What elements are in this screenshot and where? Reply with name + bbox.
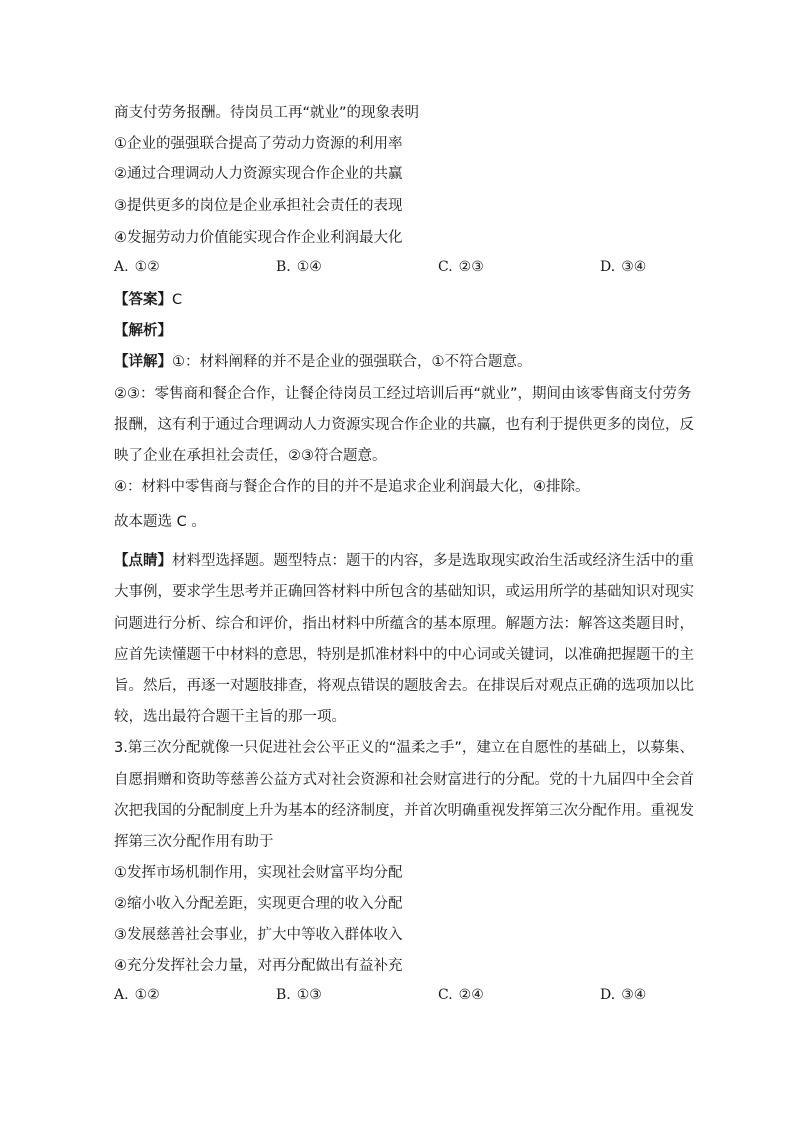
option-a: A. ①②: [114, 987, 160, 1003]
option-d: D. ③④: [600, 259, 647, 275]
detail-line: 【详解】①：材料阐释的并不是企业的强强联合，①不符合题意。: [114, 354, 532, 370]
tip-line: 大事例，要求学生思考并正确回答材料中所包含的基础知识，或运用所学的基础知识对现实: [114, 584, 694, 600]
detail-line: 报酬，这有利于通过合理调动人力资源实现合作企业的共赢，也有利于提供更多的岗位，反: [114, 417, 694, 433]
question-stem-line: 3.第三次分配就像一只促进社会公平正义的“温柔之手”，建立在自愿性的基础上，以募集、: [114, 740, 694, 756]
statement-item: ③发展慈善社会事业，扩大中等收入群体收入: [114, 927, 403, 943]
detail-line: ②③：零售商和餐企合作，让餐企待岗员工经过培训后再“就业”，期间由该零售商支付劳务: [114, 386, 692, 402]
answer-options: [114, 259, 674, 279]
statement-item: ④充分发挥社会力量，对再分配做出有益补充: [114, 958, 403, 974]
question-stem-line: 自愿捐赠和资助等慈善公益方式对社会资源和社会财富进行的分配。党的十九届四中全会首: [114, 772, 694, 788]
statement-item: ②通过合理调动人力资源实现合作企业的共赢: [114, 166, 403, 182]
option-b: B. ①③: [276, 987, 322, 1003]
tip-line: 【点睛】材料型选择题。题型特点：题干的内容，多是选取现实政治生活或经济生活中的重: [114, 553, 694, 569]
option-c: C. ②③: [438, 259, 484, 275]
tip-line: 较，选出最符合题干主旨的那一项。: [114, 709, 346, 725]
answer-value: C: [172, 292, 183, 308]
statement-item: ②缩小收入分配差距，实现更合理的收入分配: [114, 896, 403, 912]
answer-label: 【答案】: [114, 292, 172, 308]
statement-item: ①发挥市场机制作用，实现社会财富平均分配: [114, 865, 403, 881]
option-d: D. ③④: [600, 987, 647, 1003]
analysis-label: 【解析】: [114, 323, 172, 339]
question-stem-line: 次把我国的分配制度上升为基本的经济制度，并首次明确重视发挥第三次分配作用。重视发: [114, 803, 694, 819]
statement-item: ①企业的强强联合提高了劳动力资源的利用率: [114, 136, 403, 152]
tip-line: 旨。然后，再逐一对题肢排查，将观点错误的题肢舍去。在排误后对观点正确的选项加以比: [114, 678, 694, 694]
answer-line: [114, 290, 182, 310]
detail-line: ④：材料中零售商与餐企合作的目的并不是追求企业利润最大化，④排除。: [114, 479, 590, 495]
question-stem-line: 商支付劳务报酬。待岗员工再“就业”的现象表明: [114, 105, 420, 121]
detail-line: 映了企业在承担社会责任，②③符合题意。: [114, 448, 387, 464]
statement-item: ④发掘劳动力价值能实现合作企业利润最大化: [114, 230, 403, 246]
detail-label: 【详解】: [114, 354, 172, 370]
answer-options: [114, 987, 674, 1007]
conclusion-line: 故本题选 C 。: [114, 514, 206, 530]
statement-item: ③提供更多的岗位是企业承担社会责任的表现: [114, 198, 403, 214]
option-b: B. ①④: [276, 259, 322, 275]
option-c: C. ②④: [438, 987, 484, 1003]
option-a: A. ①②: [114, 259, 160, 275]
tip-line: 应首先读懂题干中材料的意思，特别是抓准材料中的中心词或关键词，以准确把握题干的主: [114, 647, 694, 663]
tip-line: 问题进行分析、综合和评价，指出材料中所蕴含的基本原理。解题方法：解答这类题目时，: [114, 616, 694, 632]
question-stem-line: 挥第三次分配作用有助于: [114, 834, 274, 850]
tip-label: 【点睛】: [114, 553, 172, 569]
